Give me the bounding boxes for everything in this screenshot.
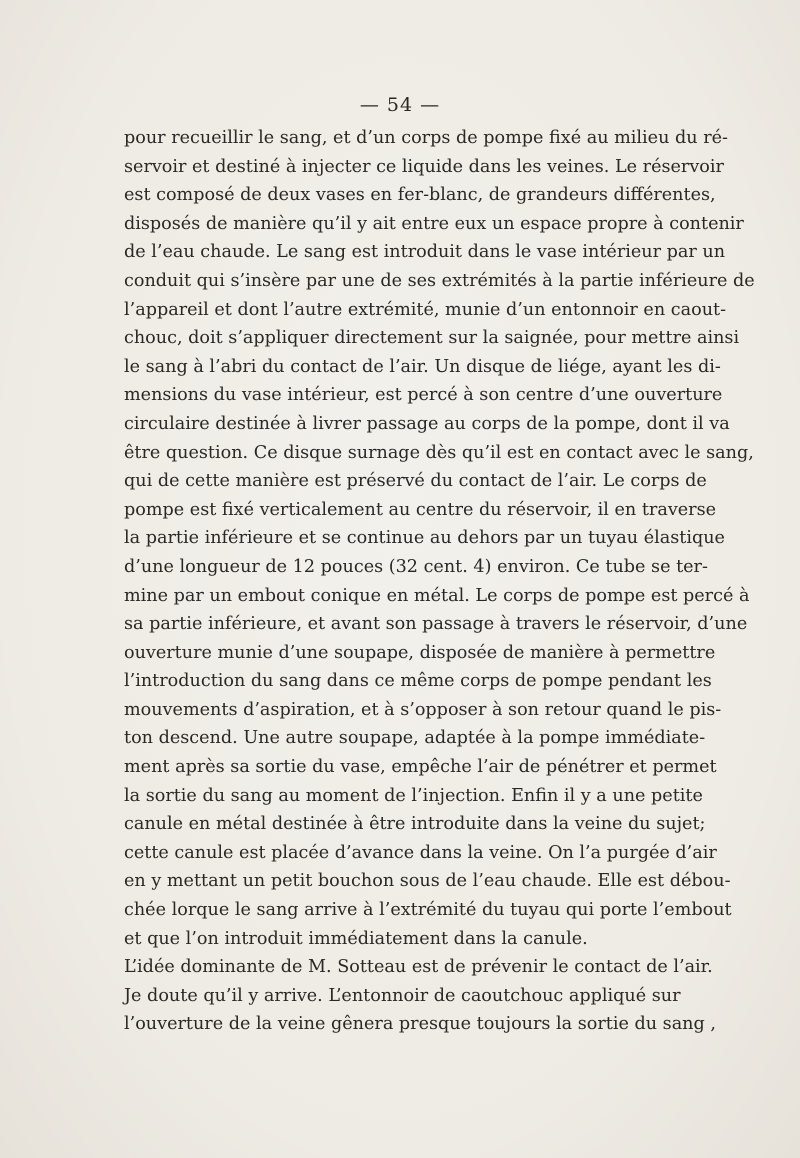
- text-line: ouverture munie d’une soupape, disposée de manière à permettre: [124, 642, 716, 663]
- text-line: pour recueillir le sang, et d’un corps de pompe fixé au milieu du ré-: [124, 128, 728, 148]
- text-line: mine par un embout conique en métal. Le corps de pompe est percé à: [124, 585, 750, 606]
- text-line: ton descend. Une autre soupape, adaptée à la pompe immédiate-: [124, 728, 706, 749]
- text-line: sa partie inférieure, et avant son passage à travers le réservoir, d’une: [124, 614, 748, 635]
- text-line: disposés de manière qu’il y ait entre eux un espace propre à contenir: [124, 213, 744, 234]
- page-number: — 54 —: [359, 94, 441, 116]
- text-line: chée lorque le sang arrive à l’extrémité du tuyau qui porte l’embout: [124, 900, 732, 921]
- text-line: l’appareil et dont l’autre extrémité, munie d’un entonnoir en caout-: [124, 299, 727, 320]
- text-line: qui de cette manière est préservé du contact de l’air. Le corps de: [124, 471, 707, 492]
- text-line: canule en métal destinée à être introduite dans la veine du sujet;: [124, 814, 706, 835]
- text-line: circulaire destinée à livrer passage au corps de la pompe, dont il va: [124, 413, 730, 434]
- text-line: ment après sa sortie du vase, empêche l’air de pénétrer et permet: [124, 757, 717, 778]
- text-line: l’introduction du sang dans ce même corps de pompe pendant les: [124, 671, 712, 692]
- text-line: chouc, doit s’appliquer directement sur la saignée, pour mettre ainsi: [124, 328, 740, 349]
- text-line: pompe est fixé verticalement au centre du réservoir, il en traverse: [124, 499, 717, 520]
- text-line: servoir et destiné à injecter ce liquide dans les veines. Le réservoir: [124, 156, 724, 177]
- text-line: la sortie du sang au moment de l’injection. Enfin il y a une petite: [124, 785, 703, 806]
- text-line: être question. Ce disque surnage dès qu’il est en contact avec le sang,: [124, 442, 754, 463]
- text-line: la partie inférieure et se continue au dehors par un tuyau élastique: [124, 528, 725, 549]
- text-line: conduit qui s’insère par une de ses extrémités à la partie inférieure de: [124, 270, 755, 291]
- text-line: et que l’on introduit immédiatement dans la canule.: [124, 928, 588, 949]
- text-line: est composé de deux vases en fer-blanc, de grandeurs différentes,: [124, 185, 716, 206]
- text-line: mouvements d’aspiration, et à s’opposer à son retour quand le pis-: [124, 699, 722, 720]
- text-line: mensions du vase intérieur, est percé à son centre d’une ouverture: [124, 385, 723, 406]
- text-line: L’idée dominante de M. Sotteau est de prévenir le contact de l’air.: [124, 957, 713, 978]
- text-line: l’ouverture de la veine gênera presque toujours la sortie du sang ,: [124, 1014, 716, 1035]
- text-line: en y mettant un petit bouchon sous de l’eau chaude. Elle est débou-: [124, 871, 731, 892]
- text-line: Je doute qu’il y arrive. L’entonnoir de caoutchouc appliqué sur: [124, 985, 681, 1006]
- text-line: le sang à l’abri du contact de l’air. Un disque de liége, ayant les di-: [124, 356, 721, 377]
- text-line: d’une longueur de 12 pouces (32 cent. 4) environ. Ce tube se ter-: [124, 556, 708, 577]
- body-text: [124, 124, 755, 1039]
- text-line: de l’eau chaude. Le sang est introduit dans le vase intérieur par un: [124, 242, 726, 263]
- text-line: cette canule est placée d’avance dans la veine. On l’a purgée d’air: [124, 842, 717, 863]
